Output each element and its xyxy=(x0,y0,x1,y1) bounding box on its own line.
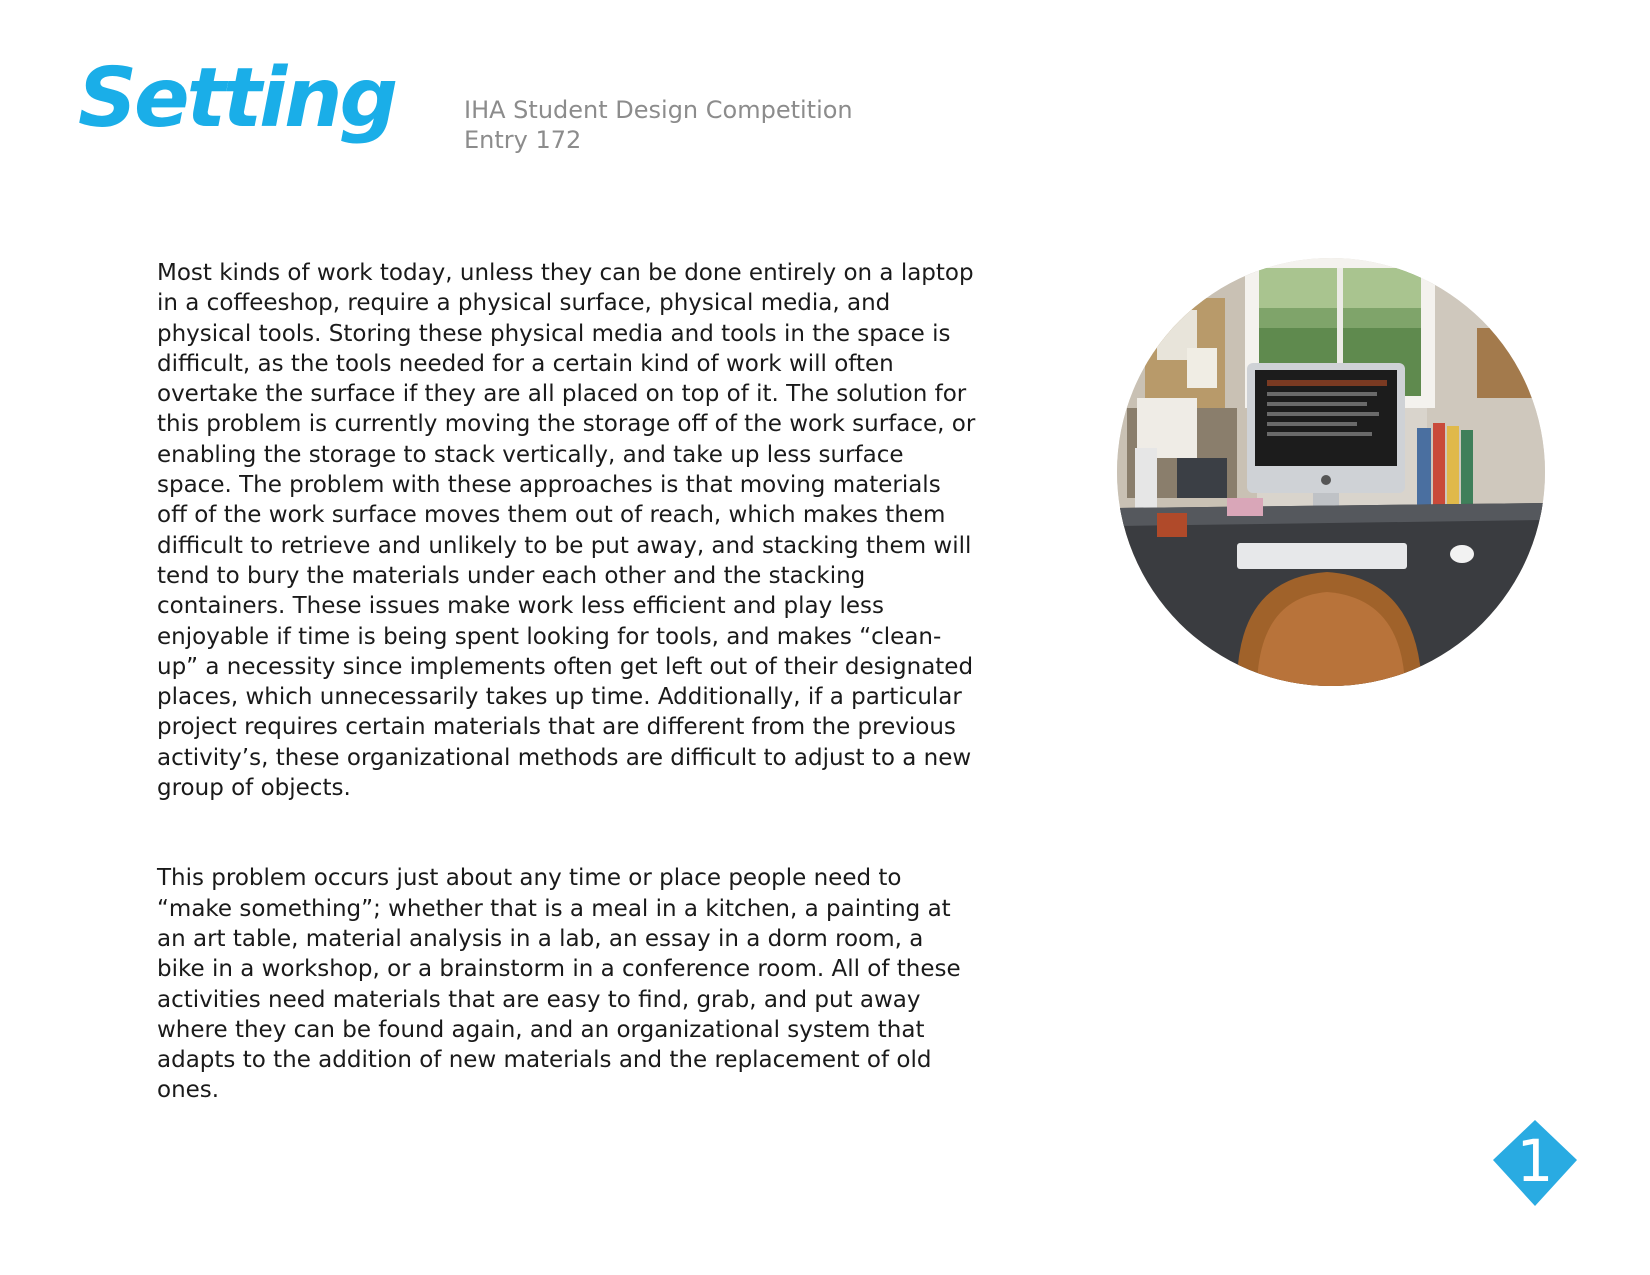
desk-photo-illustration xyxy=(1117,258,1545,686)
body-paragraph-1: Most kinds of work today, unless they can be done entirely on a laptop in a coffeeshop, require a physical surface, physical media, and physical tools. Storing these physical media and tools in the space is difficult, as the tools needed for a certain kind of work will often overtake the surface if they are all placed on top of it. The solution for this problem is currently moving the storage off of the work surface, or enabling the storage to stack vertically, and take up less surface space. The problem with these approaches is that moving materials off of the work surface moves them out of reach, which makes them difficult to retrieve and unlikely to be put away, and stacking them will tend to bury the materials under each other and the stacking containers. These issues make work less efficient and play less enjoyable if time is being spent looking for tools, and makes “clean-up” a necessity since implements often get left out of their designated places, which unnecessarily takes up time. Additionally, if a particular project requires certain materials that are different from the previous activity’s, these organizational methods are difficult to adjust to a new group of objects. xyxy=(157,260,976,802)
page-title: Setting xyxy=(78,51,396,146)
page-subtitle xyxy=(464,95,853,155)
body-paragraph-2: This problem occurs just about any time or place people need to “make something”; whether that is a meal in a kitchen, a painting at an art table, material analysis in a lab, an essay in a dorm room, a bike in a workshop, or a brainstorm in a conference room. All of these activities need materials that are easy to find, grab, and put away where they can be found again, and an organizational system that adapts to the addition of new materials and the replacement of old ones. xyxy=(157,865,961,1104)
body-text xyxy=(157,258,977,1106)
subtitle-entry: Entry 172 xyxy=(464,126,582,154)
subtitle-competition: IHA Student Design Competition xyxy=(464,96,853,124)
desk-workspace-photo xyxy=(1117,258,1545,686)
page-number-badge xyxy=(1483,1116,1587,1210)
page-number: 1 xyxy=(1516,1127,1554,1195)
